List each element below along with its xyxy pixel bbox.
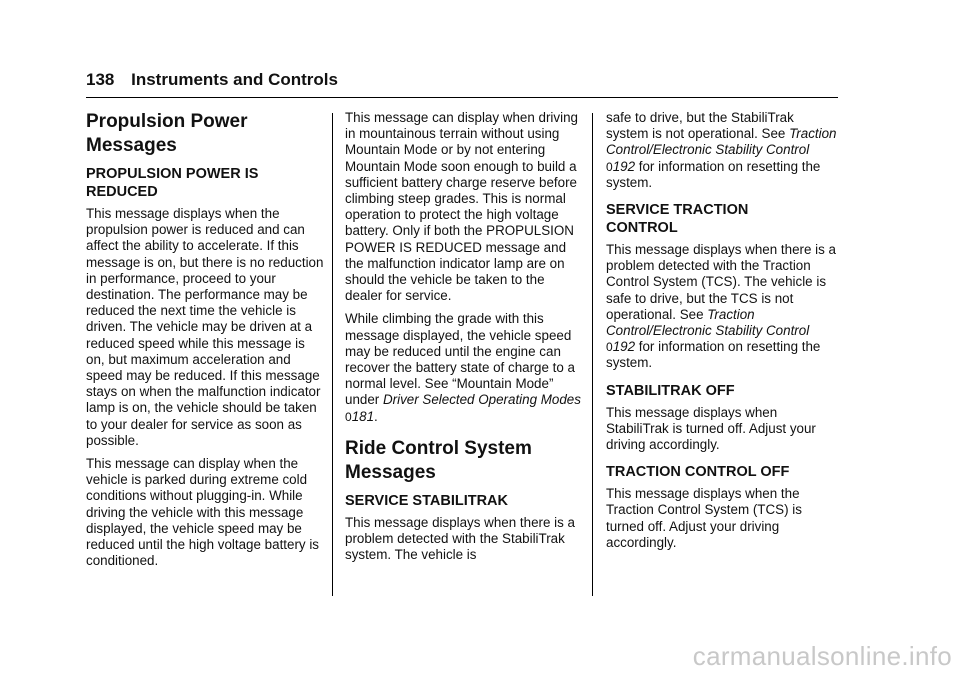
heading-propulsion-power-messages: Propulsion Power Messages [86, 111, 248, 156]
column-divider-1 [332, 113, 333, 596]
column-1 [86, 110, 324, 576]
page-ref-192[interactable]: 192 [612, 339, 636, 355]
heading-service-stabilitrak: SERVICE STABILITRAK [345, 492, 509, 509]
paragraph-stabilitrak-off: This message displays when StabiliTrak is turned off. Adjust your driving accordingly. [606, 404, 816, 453]
link-traction-control[interactable]: Traction Control/Electronic Stability Control [606, 126, 837, 158]
page-ref-181[interactable]: 181 [351, 408, 375, 424]
watermark: carmanualsonline.info [692, 641, 952, 671]
column-2 [345, 110, 581, 570]
paragraph-cold-conditions: This message can display when the vehicle is parked during extreme cold conditions without plugging-in. While driving the vehicle with this message displayed, the vehicle speed may be reduced until the high voltage battery is conditioned. [86, 456, 319, 569]
column-divider-2 [592, 113, 593, 596]
paragraph-mountain-terrain: This message can display when driving in mountainous terrain without using Mountain Mode or by not entering Mountain Mode soon enough to build a sufficient battery charge reserve before climbing steep grades. This is normal operation to protect the high voltage battery. Only if both the PROPULSION POWER IS REDUCED message and the malfunction indicator lamp are on should the vehicle be taken to the dealer for service. [345, 110, 578, 304]
link-driver-selected-modes[interactable]: Driver Selected Operating Modes [382, 392, 581, 408]
link-traction-control[interactable]: Traction Control/Electronic Stability Control [606, 306, 810, 339]
page-header [86, 70, 838, 90]
paragraph-stabilitrak-continued: safe to drive, but the StabiliTrak system is not operational. See Traction Control/Electronic Stability Control 0192 for information on resetting the system. [606, 110, 837, 190]
heading-propulsion-power-reduced: PROPULSION POWER IS REDUCED [86, 166, 259, 200]
page-ref-icon: 0 [606, 159, 613, 174]
header-rule [86, 97, 838, 98]
heading-service-traction-control: SERVICE TRACTION CONTROL [606, 202, 749, 237]
paragraph-climbing-grade: While climbing the grade with this message displayed, the vehicle speed may be reduced until the engine can recover the battery state of charge to a normal level. See “Mountain Mode” under Driver Selected Operating Modes 0181. [345, 311, 581, 424]
paragraph-propulsion-reduced: This message displays when the propulsion power is reduced and can affect the ability to accelerate. If this message is on, but there is no reduction in performance, proceed to your destination. The performance may be reduced the next time the vehicle is driven. The vehicle may be driven at a reduced speed while this message is on, but maximum acceleration and speed may be reduced. If this message stays on when the malfunction indicator lamp is on, the vehicle should be taken to your dealer for service as soon as possible. [86, 206, 324, 448]
heading-traction-control-off: TRACTION CONTROL OFF [606, 464, 790, 481]
page-ref-192[interactable]: 192 [612, 158, 636, 174]
column-3 [606, 110, 838, 558]
heading-ride-control-messages: Ride Control System Messages [345, 437, 532, 483]
paragraph-tcs-problem: This message displays when there is a problem detected with the Traction Control System (TCS). The vehicle is safe to drive, but the TCS is not operational. See Traction Control/Electronic Stability Control 0192 for information on resetting the system. [606, 242, 836, 371]
page-ref-icon: 0 [345, 409, 352, 424]
section-title: Instruments and Controls [131, 70, 338, 89]
paragraph-traction-control-off: This message displays when the Traction Control System (TCS) is turned off. Adjust your driving accordingly. [606, 486, 802, 550]
heading-stabilitrak-off: STABILITRAK OFF [606, 382, 735, 399]
paragraph-stabilitrak-problem: This message displays when there is a problem detected with the StabiliTrak system. The vehicle is [345, 514, 575, 563]
page-ref-icon: 0 [606, 340, 613, 355]
page-number: 138 [86, 70, 115, 89]
